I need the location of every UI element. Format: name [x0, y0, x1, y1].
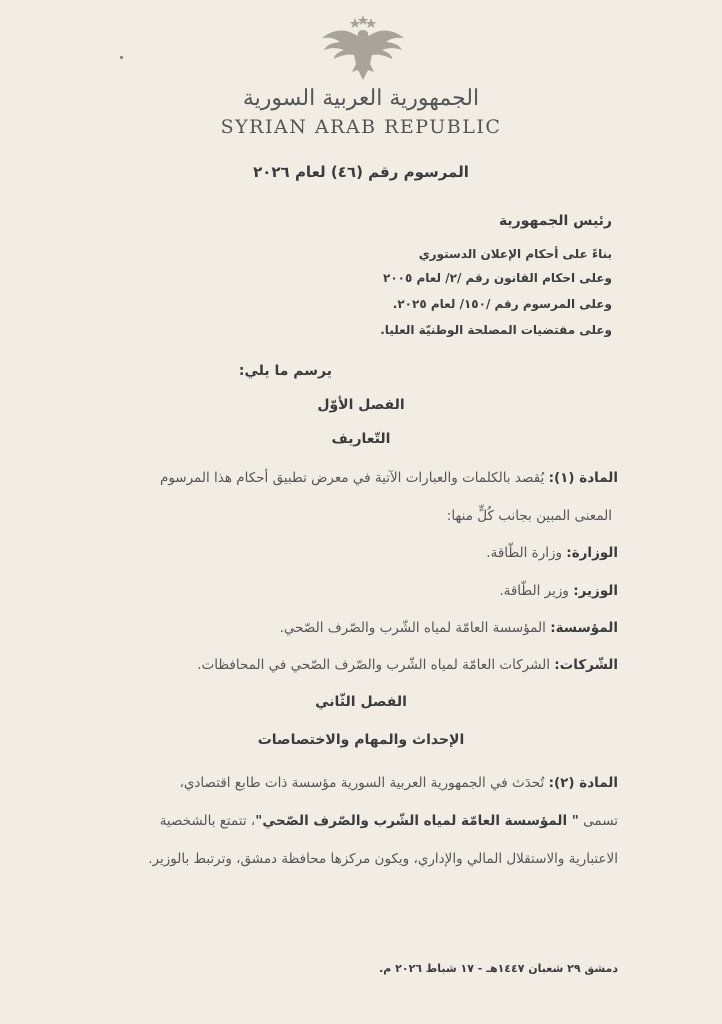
decree-title: المرسوم رقم (٤٦) لعام ٢٠٢٦	[253, 163, 469, 181]
definition-item	[280, 620, 618, 636]
country-name-arabic: الجمهورية العربية السورية	[242, 86, 480, 111]
article-2-line-3: الاعتبارية والاستقلال المالي والإداري، ويكون مركزها محافظة دمشق، وترتبط بالوزير.	[148, 851, 618, 867]
basis-line: وعلى المرسوم رقم /١٥٠/ لعام ٢٠٢٥.	[392, 297, 612, 311]
president-heading: رئيس الجمهورية	[498, 213, 612, 229]
article-1-label: المادة (١):	[548, 470, 618, 486]
article-2-label: المادة (٢):	[548, 775, 618, 791]
chapter-1-subtitle: التّعاريف	[331, 431, 391, 447]
definition-meaning: وزارة الطّاقة.	[486, 545, 567, 561]
article-1-line	[160, 470, 618, 486]
article-2-text: تُحدَث في الجمهورية العربية السورية مؤسسة ذات طابع اقتصادي،	[179, 775, 549, 791]
definition-meaning: وزير الطّاقة.	[499, 583, 574, 599]
definition-item	[197, 657, 618, 673]
definition-term: الوزير:	[573, 583, 618, 599]
definition-term: الشّركات:	[554, 657, 618, 673]
scan-speck	[120, 56, 123, 59]
article-2-line-2	[160, 813, 618, 829]
definition-item	[486, 545, 618, 561]
definition-meaning: الشركات العامّة لمياه الشّرب والصّرف الصّحي في المحافظات.	[197, 657, 555, 673]
basis-line: وعلى مقتضيات المصلحة الوطنيّة العليا.	[380, 323, 612, 337]
institution-name: " المؤسسة العامّة لمياه الشّرب والصّرف الصّحي"	[255, 813, 579, 829]
chapter-2-subtitle: الإحداث والمهام والاختصاصات	[257, 732, 465, 748]
article-1-line-2: المعنى المبين بجانب كُلٍّ منها:	[446, 508, 612, 524]
decrees-intro: يرسم ما يلي:	[238, 363, 332, 379]
chapter-2-title: الفصل الثّاني	[315, 694, 407, 710]
article-1-text: يُقصد بالكلمات والعبارات الآتية في معرض تطبيق أحكام هذا المرسوم	[159, 470, 549, 486]
chapter-1-title: الفصل الأوّل	[317, 397, 405, 413]
definition-meaning: المؤسسة العامّة لمياه الشّرب والصّرف الصّحي.	[279, 620, 551, 636]
article-2-text-pre: تسمى	[578, 813, 618, 829]
article-2-text-post: ، تتمتع بالشخصية	[159, 813, 256, 829]
definition-term: المؤسسة:	[550, 620, 618, 636]
definition-term: الوزارة:	[566, 545, 618, 561]
date-footer: دمشق ٢٩ شعبان ١٤٤٧هـ - ١٧ شباط ٢٠٢٦ م.	[379, 962, 618, 975]
article-2-line	[179, 775, 618, 791]
eagle-emblem-icon	[318, 14, 408, 84]
basis-line: وعلى احكام القانون رقم /٢/ لعام ٢٠٠٥	[383, 271, 612, 285]
basis-line: بناءً على أحكام الإعلان الدستوري	[418, 247, 612, 261]
definition-item	[499, 583, 618, 599]
country-name-english: SYRIAN ARAB REPUBLIC	[220, 116, 502, 138]
